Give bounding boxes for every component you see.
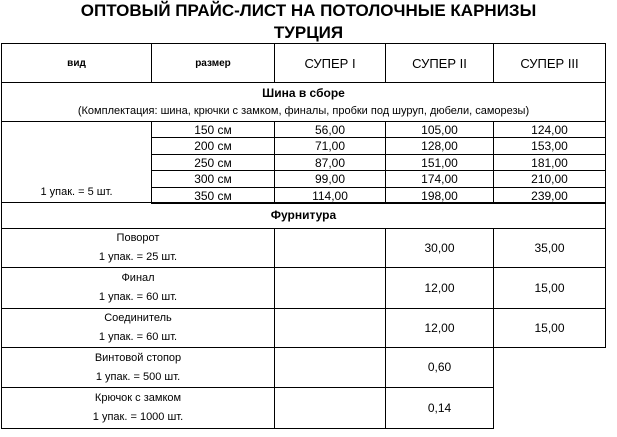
header-size: размер (151, 43, 275, 83)
fitting-row-name (1, 267, 275, 309)
fitting-name: Поворот (116, 232, 160, 244)
header-super-3: СУПЕР III (493, 43, 606, 83)
fitting-pack: 1 упак. = 25 шт. (98, 251, 178, 263)
fitting-s1-empty (274, 347, 386, 388)
assembly-price-s2: 105,00 (385, 121, 494, 138)
assembly-price-s1: 114,00 (274, 187, 386, 204)
fitting-pack: 1 упак. = 500 шт. (95, 370, 181, 383)
fitting-name: Винтовой стопор (94, 351, 182, 364)
fitting-s1-empty (274, 308, 386, 348)
assembly-size: 150 см (151, 121, 275, 138)
fitting-pack: 1 упак. = 1000 шт. (92, 411, 184, 423)
fitting-name: Финал (121, 272, 155, 284)
header-super-2: СУПЕР II (385, 43, 494, 83)
assembly-price-s3: 210,00 (493, 170, 606, 188)
assembly-size: 350 см (151, 187, 275, 204)
fitting-price-merged: 0,60 (385, 347, 494, 388)
fitting-pack: 1 упак. = 60 шт. (98, 291, 178, 303)
fitting-row-name (1, 347, 275, 388)
header-type: вид (1, 43, 152, 83)
fitting-s1-empty (274, 228, 386, 268)
assembly-price-s2: 151,00 (385, 154, 494, 171)
fitting-price-s2: 12,00 (385, 267, 494, 309)
header-super-1: СУПЕР I (274, 43, 386, 83)
fitting-name: Соединитель (104, 312, 172, 324)
fitting-price-merged: 0,14 (385, 387, 494, 429)
fitting-pack: 1 упак. = 60 шт. (98, 331, 178, 343)
fitting-price-s2: 12,00 (385, 308, 494, 348)
fitting-row-name (1, 387, 275, 429)
assembly-size: 250 см (151, 154, 275, 171)
assembly-price-s2: 198,00 (385, 187, 494, 204)
assembly-price-s1: 99,00 (274, 170, 386, 188)
fitting-row-name (1, 228, 275, 268)
fitting-name: Крючок с замком (94, 392, 182, 404)
assembly-pack-text: 1 упак. = 5 шт. (40, 186, 113, 198)
assembly-pack-label (1, 121, 152, 203)
assembly-size: 300 см (151, 170, 275, 188)
title-line-1: ОПТОВЫЙ ПРАЙС-ЛИСТ НА ПОТОЛОЧНЫЕ КАРНИЗЫ (80, 1, 537, 20)
assembly-price-s1: 56,00 (274, 121, 386, 138)
fitting-price-s3: 15,00 (493, 267, 606, 309)
fitting-s1-empty (274, 387, 386, 429)
assembly-size: 200 см (151, 137, 275, 155)
assembly-price-s1: 71,00 (274, 137, 386, 155)
title-line-2: ТУРЦИЯ (273, 23, 344, 42)
assembly-price-s3: 181,00 (493, 154, 606, 171)
fitting-price-s3: 35,00 (493, 228, 606, 268)
fitting-s1-empty (274, 267, 386, 309)
fitting-price-s2: 30,00 (385, 228, 494, 268)
assembly-price-s3: 124,00 (493, 121, 606, 138)
section-subtitle-assembly: (Комплектация: шина, крючки с замком, финалы, пробки под шуруп, дюбели, саморезы) (1, 102, 606, 122)
assembly-price-s3: 153,00 (493, 137, 606, 155)
assembly-price-s3: 239,00 (493, 187, 606, 204)
assembly-price-s1: 87,00 (274, 154, 386, 171)
section-title-assembly: Шина в сборе (1, 82, 606, 103)
fitting-price-s3: 15,00 (493, 308, 606, 348)
section-title-fittings: Фурнитура (1, 202, 606, 229)
fitting-row-name (1, 308, 275, 348)
assembly-price-s2: 128,00 (385, 137, 494, 155)
assembly-price-s2: 174,00 (385, 170, 494, 188)
